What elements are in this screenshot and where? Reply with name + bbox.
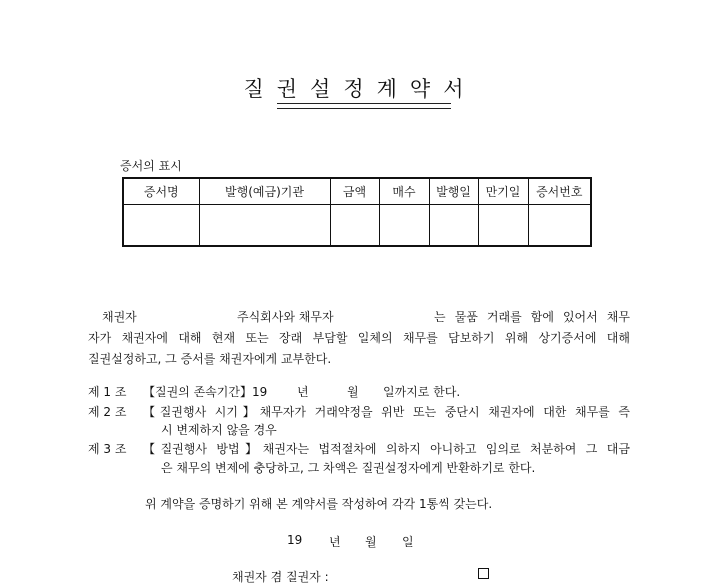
table-row: [123, 205, 591, 247]
header-issue-date: 발행일: [429, 178, 478, 205]
article-1-tail: 일까지로 한다.: [383, 385, 461, 399]
cell-count: [379, 205, 429, 247]
intro-creditor-label: 채권자: [102, 310, 137, 324]
document-title: 질권설정계약서: [243, 77, 477, 101]
header-issuer: 발행(예금)기관: [199, 178, 330, 205]
table-header-row: [123, 178, 591, 205]
intro-line2: 자가 채권자에 대해 현재 또는 장래 부담할 일체의 채무를 담보하기 위해 상기증서에 대해: [88, 331, 630, 345]
date-month-unit: 월: [365, 535, 377, 549]
article-2-number: 제 2 조: [88, 405, 127, 419]
header-cert-number: 증서번호: [528, 178, 591, 205]
cell-maturity-date: [478, 205, 528, 247]
header-maturity-date: 만기일: [478, 178, 528, 205]
date-day-unit: 일: [402, 535, 414, 549]
article-2-line2: 시 변제하지 않을 경우: [161, 423, 277, 437]
header-cert-name: 증서명: [123, 178, 199, 205]
header-amount: 금액: [330, 178, 379, 205]
cell-cert-number: [528, 205, 591, 247]
article-3-line2: 은 채무의 변제에 충당하고, 그 차액은 질권설정자에게 반환하기로 한다.: [161, 461, 536, 475]
intro-line1-tail: 는 물품 거래를 함에 있어서 채무: [434, 310, 630, 324]
cell-amount: [330, 205, 379, 247]
article-1-number: 제 1 조: [88, 385, 127, 399]
article-1-year-unit: 년: [297, 385, 309, 399]
certificate-section-label: 증서의 표시: [120, 159, 182, 173]
cell-issuer: [199, 205, 330, 247]
certificate-table: [122, 177, 592, 247]
header-count: 매수: [379, 178, 429, 205]
cell-issue-date: [429, 205, 478, 247]
title-double-underline: [277, 103, 451, 109]
date-year-unit: 년: [329, 535, 341, 549]
intro-line3: 질권설정하고, 그 증서를 채권자에게 교부한다.: [88, 352, 332, 366]
intro-company-debtor: 주식회사와 채무자: [237, 310, 334, 324]
closing-statement: 위 계약을 증명하기 위해 본 계약서를 작성하여 각각 1통씩 갖는다.: [145, 497, 493, 511]
article-1-month-unit: 월: [347, 385, 359, 399]
article-3-line1: 【질권행사 방법】채권자는 법적절차에 의하지 아니하고 임의로 처분하여 그 대금: [143, 442, 630, 456]
seal-box: [478, 568, 489, 579]
date-year: 19: [287, 533, 303, 547]
article-1-text: 【질권의 존속기간】19: [143, 385, 268, 399]
signature-label: 채권자 겸 질권자 :: [232, 570, 329, 584]
article-2-line1: 【질권행사 시기】채무자가 거래약정을 위반 또는 중단시 채권자에 대한 채무를 즉: [143, 405, 630, 419]
article-3-number: 제 3 조: [88, 442, 127, 456]
cell-cert-name: [123, 205, 199, 247]
